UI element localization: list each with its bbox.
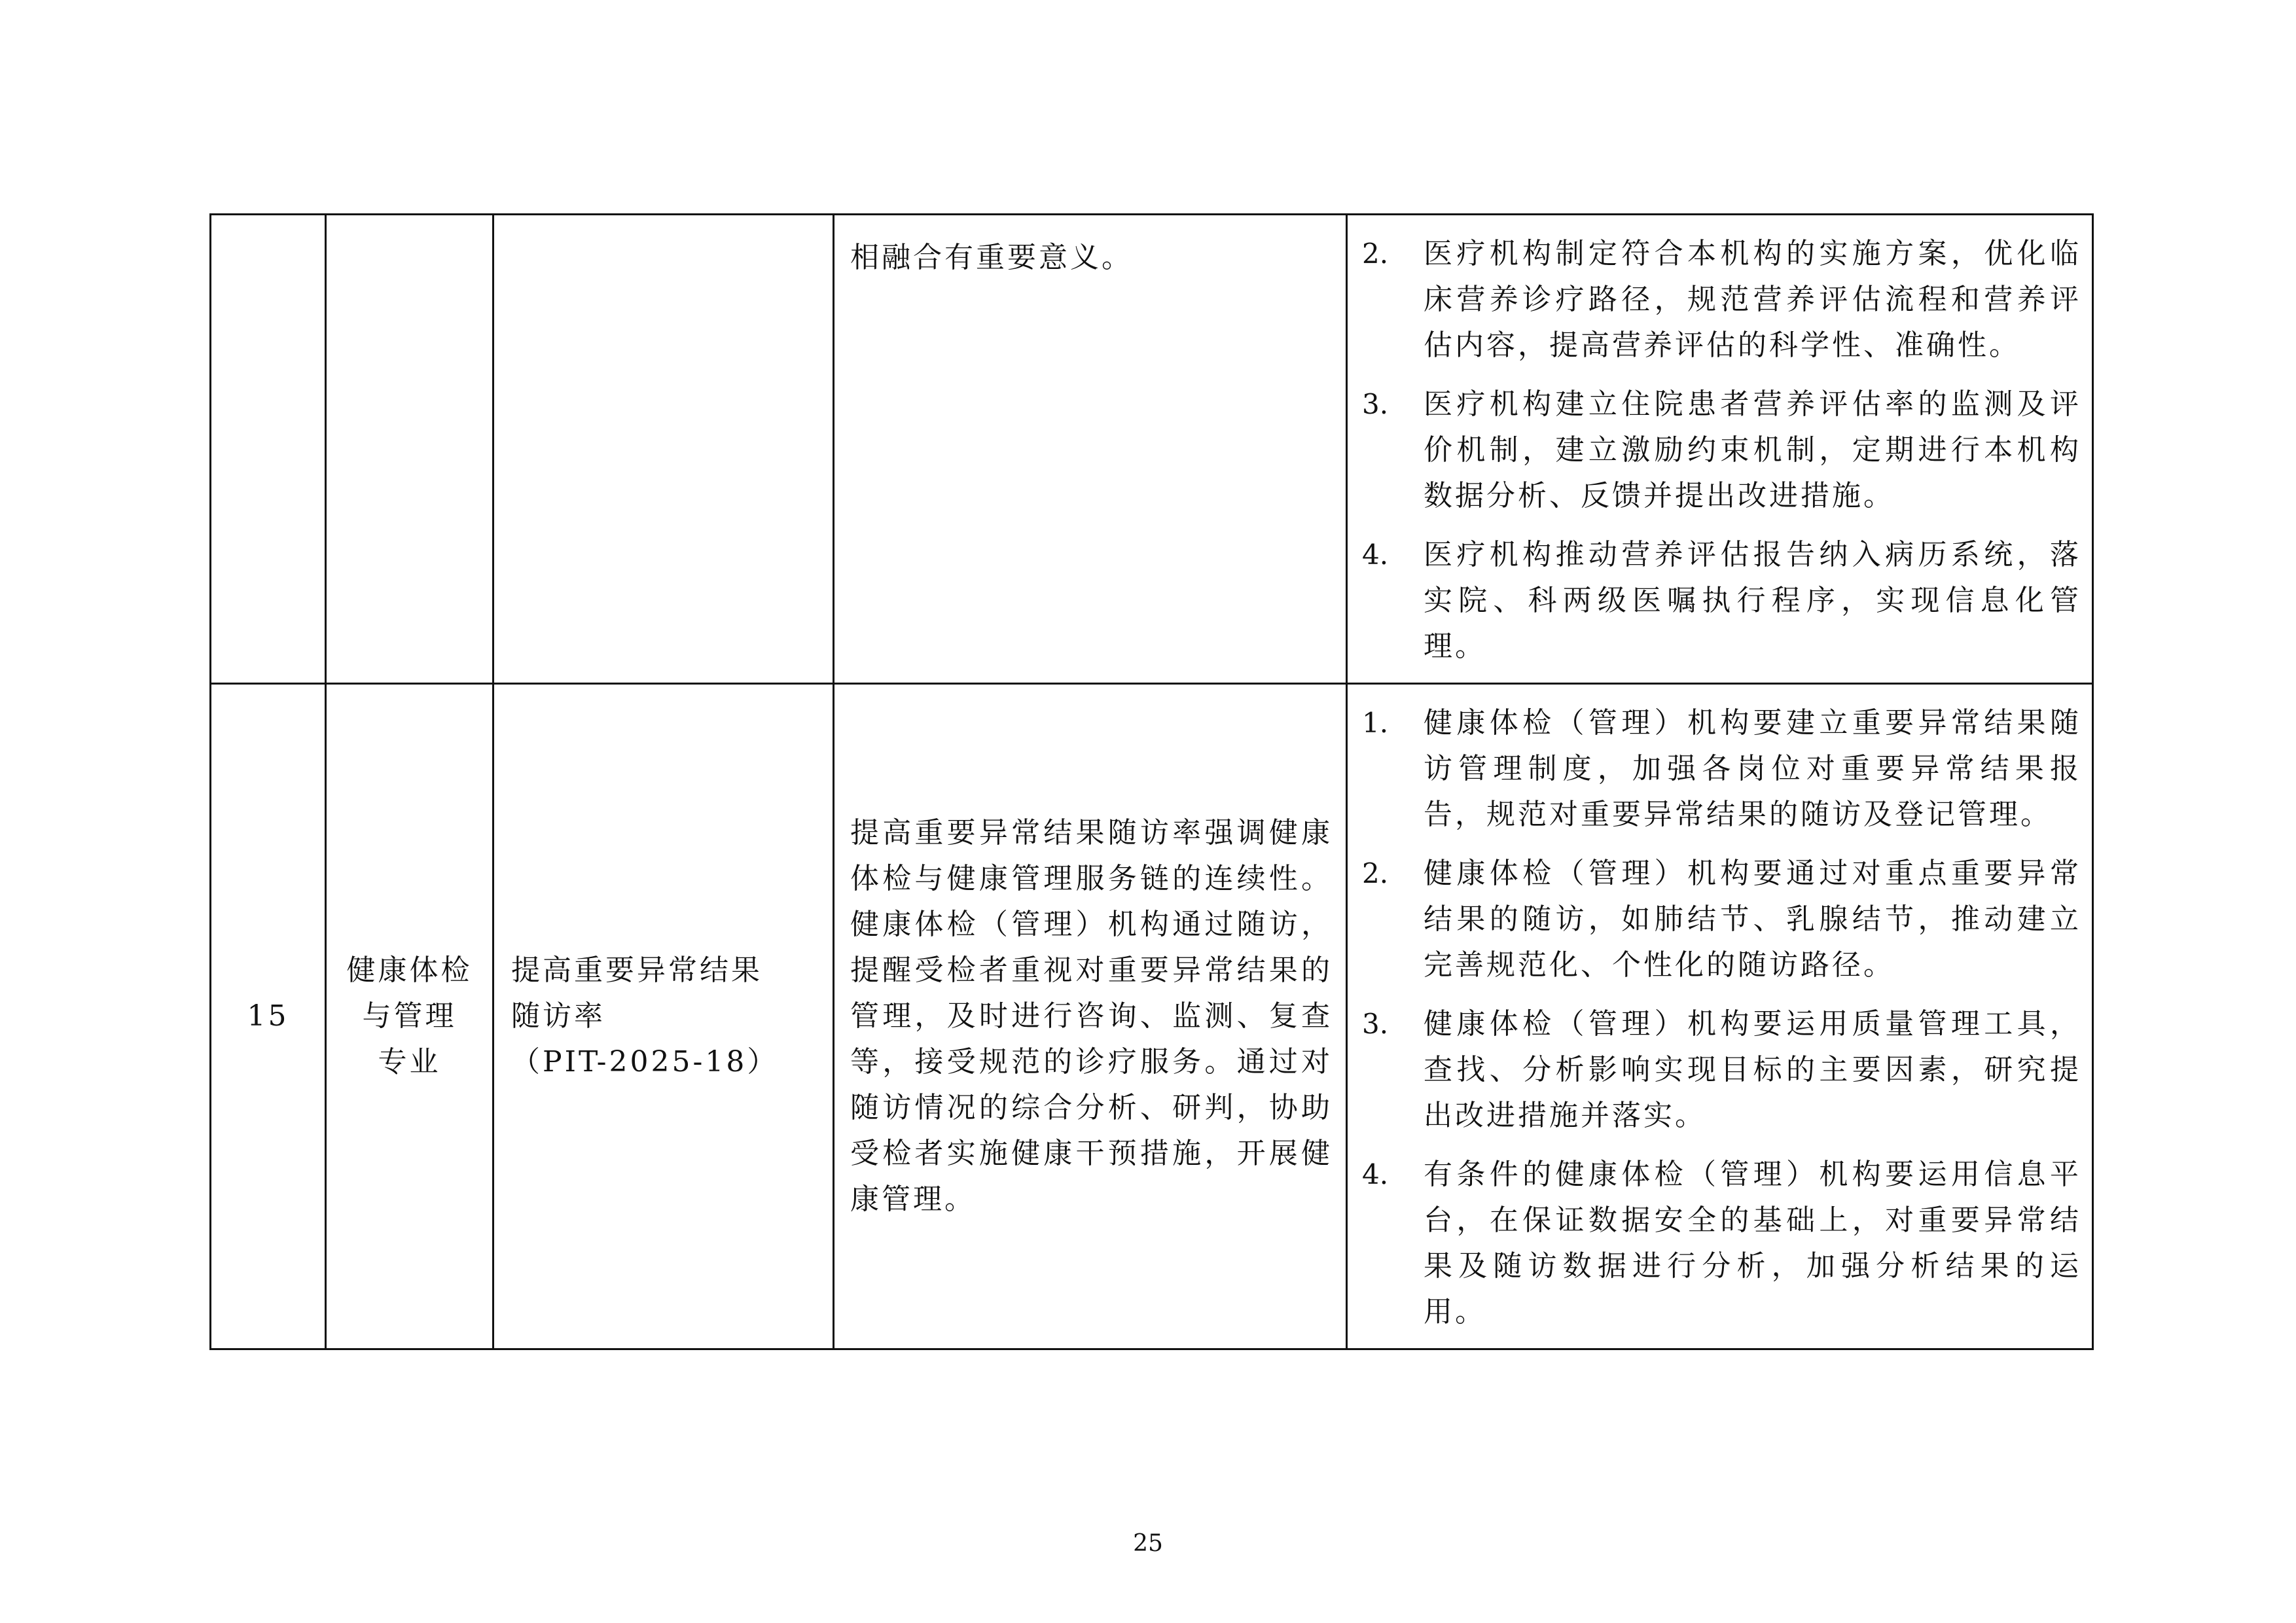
page-number: 25	[1133, 1530, 1163, 1557]
description-text: 提高重要异常结果随访率强调健康体检与健康管理服务链的连续性。健康体检（管理）机构通过随访，提醒受检者重视对重要异常结果的管理，及时进行咨询、监测、复查等，接受规范的诊疗服务。通过对随访情况的综合分析、研判，协助受检者实施健康干预措施，开展健康管理。	[850, 816, 1333, 1216]
measures-list	[1348, 685, 2092, 1335]
category-line: 与管理	[362, 999, 457, 1033]
measure-text: 健康体检（管理）机构要通过对重点重要异常结果的随访，如肺结节、乳腺结节，推动建立完善规范化、个性化的随访路径。	[1424, 857, 2081, 982]
indicator-cell	[493, 215, 834, 684]
number-cell	[211, 684, 326, 1349]
measure-item	[1362, 1001, 2081, 1139]
measures-list	[1348, 215, 2092, 669]
row-number: 15	[247, 999, 289, 1033]
measures-cell	[1347, 215, 2093, 684]
indicator-cell	[493, 684, 834, 1349]
description-cell	[834, 684, 1347, 1349]
measure-text: 有条件的健康体检（管理）机构要运用信息平台，在保证数据安全的基础上，对重要异常结果及随访数据进行分析，加强分析结果的运用。	[1424, 1158, 2081, 1329]
indicator-table	[209, 213, 2094, 1350]
table-row-continued	[211, 215, 2093, 684]
measure-number: 2.	[1362, 857, 1389, 889]
category-line: 专业	[378, 1045, 441, 1079]
category-line: 健康体检	[346, 954, 473, 987]
table-row-15	[211, 684, 2093, 1349]
measure-number: 2.	[1362, 238, 1389, 270]
measures-cell	[1347, 684, 2093, 1349]
measure-item	[1362, 382, 2081, 519]
measure-item	[1362, 1152, 2081, 1335]
number-cell	[211, 215, 326, 684]
description-text: 相融合有重要意义。	[850, 241, 1133, 274]
category-cell	[326, 684, 493, 1349]
indicator-line: 随访率	[511, 999, 605, 1033]
category-cell	[326, 215, 493, 684]
measure-text: 医疗机构推动营养评估报告纳入病历系统，落实院、科两级医嘱执行程序，实现信息化管理。	[1424, 538, 2081, 663]
category-text	[327, 948, 492, 1085]
measure-text: 健康体检（管理）机构要建立重要异常结果随访管理制度，加强各岗位对重要异常结果报告，规范对重要异常结果的随访及登记管理。	[1424, 706, 2081, 831]
measure-text: 医疗机构制定符合本机构的实施方案，优化临床营养诊疗路径，规范营养评估流程和营养评估内容，提高营养评估的科学性、准确性。	[1424, 237, 2081, 362]
indicator-text	[494, 948, 833, 1085]
measure-text: 医疗机构建立住院患者营养评估率的监测及评价机制，建立激励约束机制，定期进行本机构数据分析、反馈并提出改进措施。	[1424, 387, 2081, 512]
measure-item	[1362, 231, 2081, 368]
measure-number: 1.	[1362, 707, 1389, 739]
measure-number: 4.	[1362, 539, 1389, 571]
measure-number: 3.	[1362, 1008, 1389, 1040]
description-cell	[834, 215, 1347, 684]
measure-item	[1362, 532, 2081, 669]
measure-number: 4.	[1362, 1158, 1389, 1190]
measure-number: 3.	[1362, 388, 1389, 420]
measure-item	[1362, 700, 2081, 838]
measure-item	[1362, 851, 2081, 988]
indicator-line: 提高重要异常结果	[511, 954, 762, 987]
indicator-code: （PIT-2025-18）	[511, 1045, 779, 1079]
measure-text: 健康体检（管理）机构要运用质量管理工具，查找、分析影响实现目标的主要因素，研究提出改进措施并落实。	[1424, 1007, 2081, 1132]
